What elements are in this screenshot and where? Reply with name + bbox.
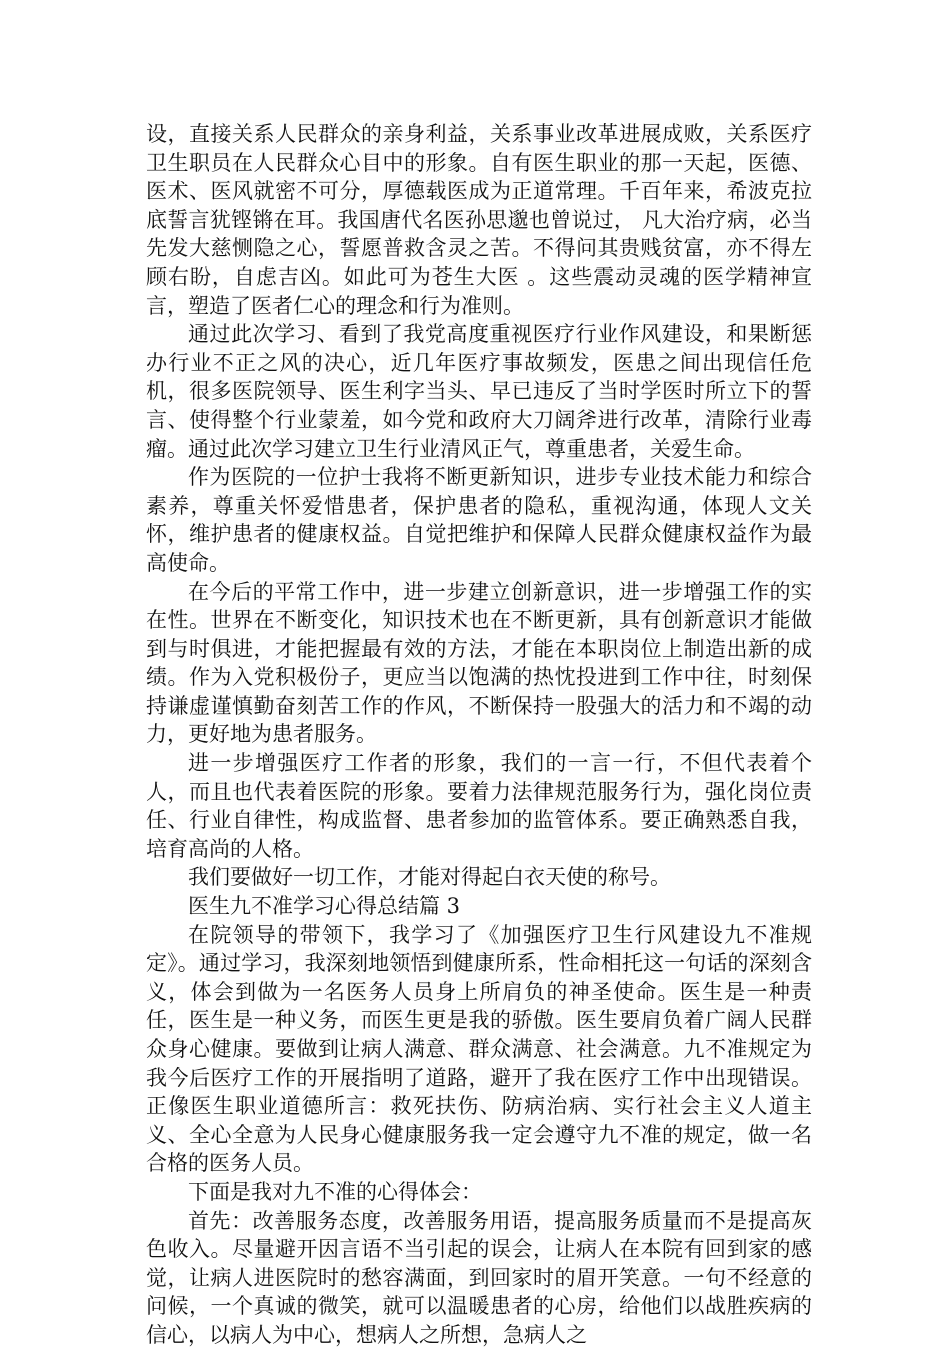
document-body	[146, 120, 812, 1350]
paragraph-continuation: 设，直接关系人民群众的亲身利益，关系事业改革进展成败，关系医疗卫生职员在人民群众心目中的形象。自有医生职业的那一天起，医德、医术、医风就密不可分，厚德载医成为正道常理。千百年来，希波克拉底誓言犹铿锵在耳。我国唐代名医孙思邈也曾说过， 凡大治疗病，必当先发大慈恻隐之心，誓愿普救含灵之苦。不得问其贵贱贫富，亦不得左顾右盼，自虑吉凶。如此可为苍生大医 。这些震动灵魂的医学精神宣言，塑造了医者仁心的理念和行为准则。	[146, 122, 812, 318]
paragraph: 下面是我对九不准的心得体会：	[188, 1179, 482, 1204]
paragraph: 我们要做好一切工作，才能对得起白衣天使的称号。	[188, 865, 671, 890]
paragraph: 首先：改善服务态度，改善服务用语，提高服务质量而不是提高灰色收入。尽量避开因言语不当引起的误会，让病人在本院有回到家的感觉，让病人进医院时的愁容满面，到回家时的眉开笑意。一句不经意的问候，一个真诚的微笑，就可以温暖患者的心房，给他们以战胜疾病的信心，以病人为中心，想病人之所想，急病人之	[146, 1208, 812, 1347]
paragraph: 在今后的平常工作中，进一步建立创新意识，进一步增强工作的实在性。世界在不断变化，知识技术也在不断更新，具有创新意识才能做到与时俱进，才能把握最有效的方法，才能在本职岗位上制造出新的成绩。作为入党积极份子，更应当以饱满的热忱投进到工作中往，时刻保持谦虚谨慎勤奋刻苦工作的作风，不断保持一股强大的活力和不竭的动力，更好地为患者服务。	[146, 579, 812, 747]
paragraph: 通过此次学习、看到了我党高度重视医疗行业作风建设，和果断惩办行业不正之风的决心，近几年医疗事故频发，医患之间出现信任危机，很多医院领导、医生利字当头、早已违反了当时学医时所立下的誓言、使得整个行业蒙羞，如今党和政府大刀阔斧进行改革，清除行业毒瘤。通过此次学习建立卫生行业清风正气，尊重患者，关爱生命。	[146, 322, 812, 461]
paragraph: 在院领导的带领下，我学习了《加强医疗卫生行风建设九不准规定》。通过学习，我深刻地领悟到健康所系，性命相托这一句话的深刻含义，体会到做为一名医务人员身上所肩负的神圣使命。医生是一种责任，医生是一种义务，而医生更是我的骄傲。医生要肩负着广阔人民群众身心健康。要做到让病人满意、群众满意、社会满意。九不准规定为我今后医疗工作的开展指明了道路，避开了我在医疗工作中出现错误。正像医生职业道德所言：救死扶伤、防病治病、实行社会主义人道主义、全心全意为人民身心健康服务我一定会遵守九不准的规定，做一名合格的医务人员。	[146, 922, 812, 1176]
paragraph: 进一步增强医疗工作者的形象，我们的一言一行，不但代表着个人，而且也代表着医院的形象。要着力法律规范服务行为，强化岗位责任、行业自律性，构成监督、患者参加的监管体系。要正确熟悉自我，培育高尚的人格。	[146, 751, 812, 861]
section-title: 医生九不准学习心得总结篇 3	[188, 894, 461, 919]
paragraph: 作为医院的一位护士我将不断更新知识，进步专业技术能力和综合素养，尊重关怀爱惜患者，保护患者的隐私，重视沟通，体现人文关怀，维护患者的健康权益。自觉把维护和保障人民群众健康权益作为最高使命。	[146, 465, 812, 575]
